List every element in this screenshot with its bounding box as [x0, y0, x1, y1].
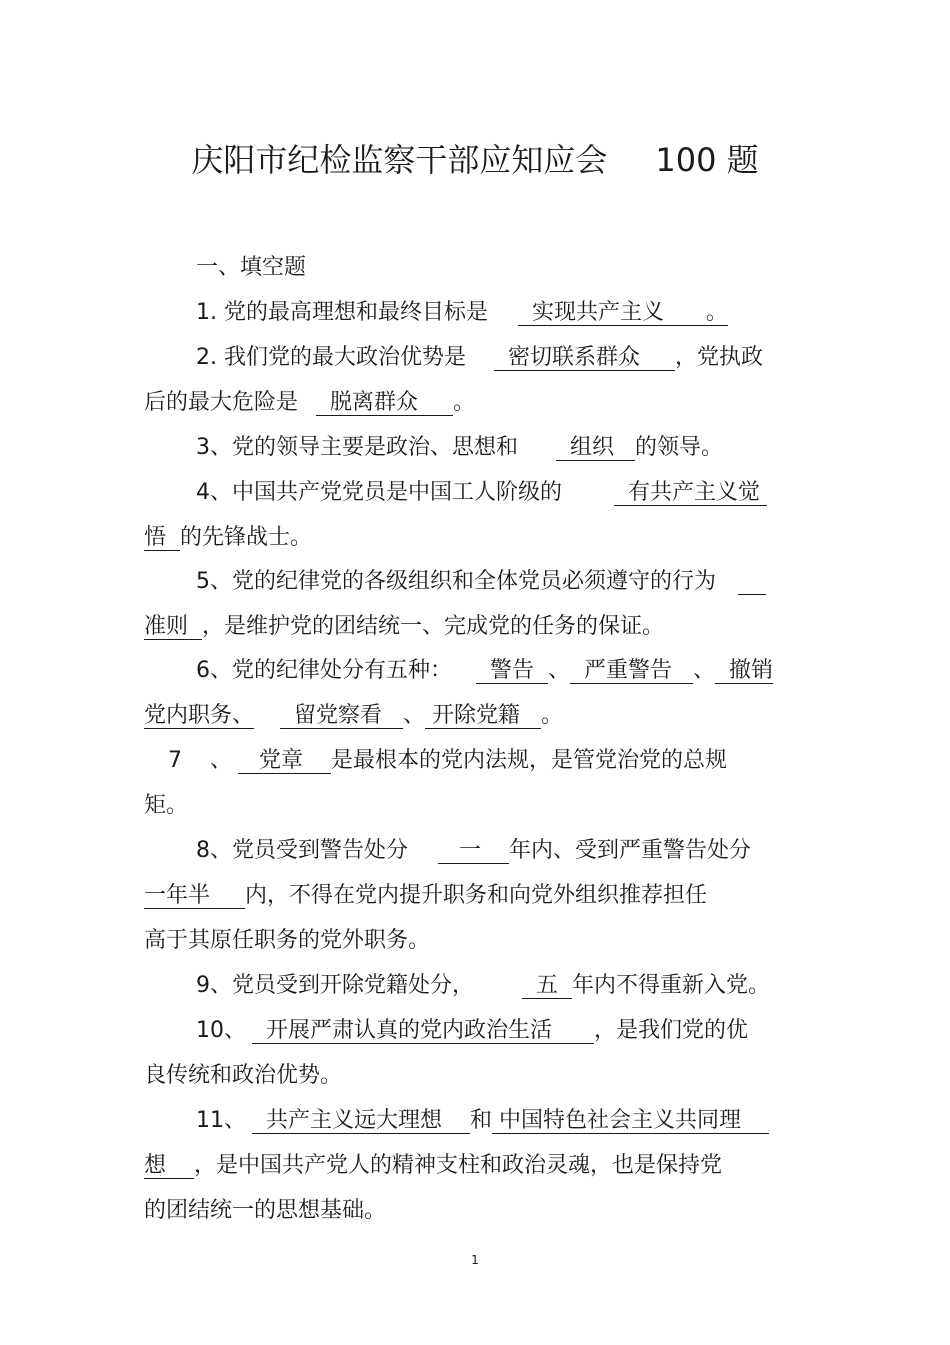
- q8-mid: 年内、受到严重警告处分: [508, 838, 751, 863]
- question-6-line-2: [144, 701, 563, 731]
- q7-number: 7: [168, 748, 182, 773]
- question-8-line-2: [144, 881, 707, 911]
- q7-answer: 党章: [238, 748, 331, 773]
- question-8: [196, 836, 751, 866]
- q6-answer-4: 留党察看: [280, 703, 403, 728]
- question-11-line-2: [144, 1151, 722, 1181]
- question-11-line-3: 的团结统一的思想基础。: [144, 1198, 387, 1223]
- q3-end: 的领导。: [634, 435, 723, 460]
- q9-text: 9、党员受到开除党籍处分，: [196, 973, 474, 998]
- q5-answer-1: [738, 569, 766, 594]
- q11-post: ，是中国共产党人的精神支柱和政治灵魂，也是保持党: [193, 1153, 722, 1178]
- question-2-line-2: [144, 388, 475, 418]
- q11-number: 11、: [196, 1108, 246, 1133]
- q4-text: 4、中国共产党党员是中国工人阶级的: [196, 480, 562, 505]
- q2-text: 2. 我们党的最大政治优势是: [196, 345, 466, 370]
- q10-post: ，是我们党的优: [593, 1018, 748, 1043]
- q6-sep-2: 、: [692, 658, 715, 683]
- q9-answer: 五: [522, 973, 572, 998]
- question-4-line-2: [144, 523, 312, 553]
- q2-end: 。: [452, 390, 475, 415]
- q4-end: 的先锋战士。: [180, 525, 313, 550]
- q7-text: 是最根本的党内法规，是管党治党的总规: [330, 748, 727, 773]
- q2-line2-text: 后的最大危险是: [144, 390, 299, 415]
- q11-mid: 和: [469, 1108, 492, 1133]
- q8-answer-1: 一: [438, 838, 509, 863]
- question-10-line-2: 良传统和政治优势。: [144, 1063, 343, 1088]
- question-5: [196, 567, 766, 597]
- q5-answer-2: 准则: [144, 614, 202, 639]
- q5-end: ，是维护党的团结统一、完成党的任务的保证。: [202, 614, 665, 639]
- question-8-line-3: 高于其原任职务的党外职务。: [144, 928, 431, 953]
- q6-answer-3b: 党内职务、: [144, 703, 255, 728]
- document-title: [0, 138, 950, 182]
- q8-answer-2: 一年半: [144, 883, 245, 908]
- q10-number: 10、: [196, 1018, 246, 1043]
- title-suffix: 题: [726, 141, 759, 179]
- q2-answer-2: 脱离群众: [316, 390, 453, 415]
- title-number: 100: [655, 141, 717, 179]
- question-1: [196, 298, 728, 328]
- question-2: [196, 343, 763, 373]
- q2-answer-1: 密切联系群众: [493, 345, 675, 370]
- section-heading: 一、填空题: [196, 255, 307, 280]
- q4-answer-1: 有共产主义觉: [614, 480, 767, 505]
- q1-answer: 实现共产主义 。: [517, 300, 728, 325]
- q6-answer-3: 撤销: [714, 658, 773, 683]
- q6-answer-5: 开除党籍: [425, 703, 541, 728]
- page-number: 1: [471, 1253, 479, 1267]
- question-7: [168, 746, 727, 776]
- q6-answer-2: 严重警告: [570, 658, 693, 683]
- question-10: [196, 1016, 748, 1046]
- q5-text: 5、党的纪律党的各级组织和全体党员必须遵守的行为: [196, 569, 716, 594]
- q11-answer-2: 中国特色社会主义共同理: [491, 1108, 769, 1133]
- question-7-line-2: 矩。: [144, 793, 189, 818]
- q3-text: 3、党的领导主要是政治、思想和: [196, 435, 518, 460]
- title-text: 庆阳市纪检监察干部应知应会: [191, 141, 608, 179]
- question-6: [196, 656, 773, 686]
- question-3: [196, 433, 723, 463]
- q8-post: 内，不得在党内提升职务和向党外组织推荐担任: [244, 883, 707, 908]
- q10-answer: 开展严肃认真的党内政治生活: [252, 1018, 594, 1043]
- q6-sep-1: 、: [547, 658, 570, 683]
- q6-answer-1: 警告: [476, 658, 548, 683]
- q6-end: 。: [540, 703, 563, 728]
- q11-answer-1: 共产主义远大理想: [252, 1108, 470, 1133]
- q3-answer: 组织: [556, 435, 635, 460]
- q4-answer-2: 悟: [144, 525, 180, 550]
- q8-text: 8、党员受到警告处分: [196, 838, 408, 863]
- q6-sep-3: 、: [402, 703, 425, 728]
- question-9: [196, 971, 770, 1001]
- question-4: [196, 478, 767, 508]
- q1-text: 1. 党的最高理想和最终目标是: [196, 300, 488, 325]
- q2-mid: ，党执政: [674, 345, 763, 370]
- question-5-line-2: [144, 612, 664, 642]
- q7-sep: 、: [210, 748, 233, 773]
- question-11: [196, 1106, 769, 1136]
- q11-answer-3: 想: [144, 1153, 194, 1178]
- q9-end: 年内不得重新入党。: [571, 973, 770, 998]
- q6-text: 6、党的纪律处分有五种：: [196, 658, 452, 683]
